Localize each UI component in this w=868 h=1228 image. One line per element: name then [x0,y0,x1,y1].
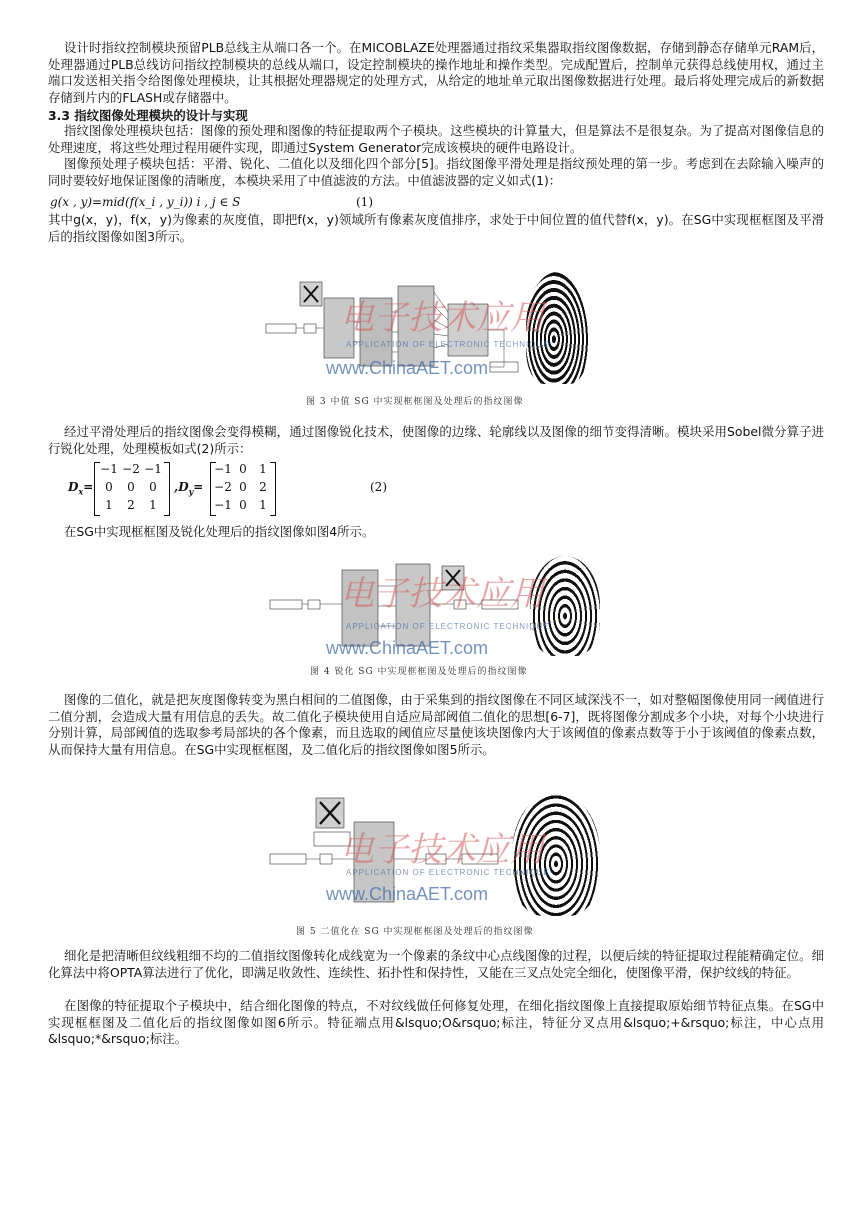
dx-cell: 0 [105,480,113,494]
dx-cell: 1 [105,498,113,512]
dx-cell: 1 [149,498,157,512]
paragraph-feature-extraction: 在图像的特征提取个子模块中，结合细化图像的特点，不对纹线做任何修复处理，在细化指纹图像上直接提取原始细节特征点集。在SG中实现框框图及二值化后的指纹图像如图6所示。特征端点用&lsquo;O&rsquo;标注，特征分叉点用&lsquo;+&rsquo;标注，中心点用&lsquo;*&rsquo;标注。 [48,998,824,1046]
dy-label: D [178,480,189,494]
paragraph-module-overview: 指纹图像处理模块包括：图像的预处理和图像的特征提取两个子模块。这些模块的计算量大，但是算法不是很复杂。为了提高对图像信息的处理速度，将这些处理过程用硬件实现，即通过System Generator完成该模块的硬件电路设计。 [48,123,824,155]
watermark-english-1: APPLICATION OF ELECTRONIC TECHNIQUE [346,340,550,349]
watermark-chinese-1: 电子技术应用 [340,298,544,338]
watermark-english-2: APPLICATION OF ELECTRONIC TECHNIQUE [346,622,550,631]
watermark-url-1: www.ChinaAET.com [326,358,489,378]
paragraph-plb-bus: 设计时指纹控制模块预留PLB总线主从端口各一个。在MICOBLAZE处理器通过指纹采集器取指纹图像数据，存储到静态存储单元RAM后，处理器通过PLB总线访问指纹控制模块的总线从端口，设定控制模块的操作地址和操作类型。完成配置后，控制单元获得总线使用权，通过主端口发送相关指令给图像处理模块，让其根据处理器规定的处理方式，从给定的地址单元取出图像数据进行处理。最后将处理完成后的新数据存储到片内的FLASH或存储器中。 [48,40,824,105]
dy-cell: −2 [214,480,232,494]
dy-cell: −1 [214,498,232,512]
paragraph-sharpen: 经过平滑处理后的指纹图像会变得模糊，通过图像锐化技术，使图像的边缘、轮廓线以及图像的细节变得清晰。模块采用Sobel微分算子进行锐化处理，处理模板如式(2)所示： [48,424,824,456]
dy-cell: 1 [259,498,267,512]
paragraph-median-filter: 其中g(x，y)，f(x，y)为像素的灰度值，即把f(x，y)领域所有像素灰度值排序，求处于中间位置的值代替f(x，y)。在SG中实现框框图及平滑后的指纹图像如图3所示。 [48,212,824,244]
watermark-url-2: www.ChinaAET.com [326,638,489,658]
paragraph-preprocessing: 图像预处理子模块包括：平滑、锐化、二值化以及细化四个部分[5]。指纹图像平滑处理是指纹预处理的第一步。考虑到在去除输入噪声的同时要较好地保证图像的清晰度，本模块采用了中值滤波的方法。中值滤波器的定义如式(1)： [48,156,824,188]
watermark-chinese-2: 电子技术应用 [340,574,544,614]
dx-cell: −1 [144,462,162,476]
equation-1: g(x , y)=mid(f(x_i , y_i)) i , j ∈ S [50,195,241,209]
equation-1-number: (1) [356,195,373,209]
equation-2: $D_x=$ −1 −2 −1 0 0 0 1 2 1 $,D_y=$ −1 0 1 −2 0 2 −1 0 1 (2) [64,462,404,518]
figure-4-caption: 图 4 锐化 SG 中实现框框图及处理后的指纹图像 [310,667,528,677]
dx-subscript: x [78,486,84,497]
dx-cell: 0 [149,480,157,494]
dy-cell: 2 [259,480,267,494]
dx-cell: 0 [127,480,135,494]
paragraph-thinning: 细化是把清晰但纹线粗细不均的二值指纹图像转化成线宽为一个像素的条纹中心点线图像的过程，以便后续的特征提取过程能精确定位。细化算法中将OPTA算法进行了优化，即满足收敛性、连续性、拓扑性和保持性，又能在三叉点处完全细化，使图像平滑，保护纹线的特征。 [48,948,824,980]
dy-cell: 0 [239,480,247,494]
watermark-english-3: APPLICATION OF ELECTRONIC TECHNIQUE [346,868,550,877]
paragraph-binarization: 图像的二值化，就是把灰度图像转变为黑白相间的二值图像，由于采集到的指纹图像在不同区域深浅不一，如对整幅图像使用同一阈值进行二值分割，会造成大量有用信息的丢失。故二值化子模块使用自适应局部阈值二值化的思想[6-7]，既将图像分割成多个小块，对每个小块进行分别计算，局部阈值的选取参考局部块的各个像素，而且选取的阈值应尽量使该块图像内大于该阈值的像素点数等于小于该阈值的像素点数，从而保持大量有用信息。在SG中实现框框图，及二值化后的指纹图像如图5所示。 [48,692,824,757]
paragraph-fig4-intro: 在SG中实现框框图及锐化处理后的指纹图像如图4所示。 [64,524,375,539]
figure-3-caption: 图 3 中值 SG 中实现框框图及处理后的指纹图像 [306,397,524,407]
dx-cell: −1 [100,462,118,476]
dy-cell: −1 [214,462,232,476]
dx-right-bracket [164,462,170,516]
dy-cell: 1 [259,462,267,476]
dx-label: D [68,480,79,494]
figure-5-caption: 图 5 二值化在 SG 中实现框框图及处理后的指纹图像 [296,927,534,937]
section-heading: 3.3 指纹图像处理模块的设计与实现 [48,108,248,123]
dx-cell: −2 [122,462,140,476]
dy-subscript: y [188,486,194,497]
dy-cell: 0 [239,462,247,476]
dy-cell: 0 [239,498,247,512]
watermark-chinese-3: 电子技术应用 [340,830,544,870]
equation-2-number: (2) [370,480,387,494]
watermark-url-3: www.ChinaAET.com [326,884,489,904]
dx-cell: 2 [127,498,135,512]
